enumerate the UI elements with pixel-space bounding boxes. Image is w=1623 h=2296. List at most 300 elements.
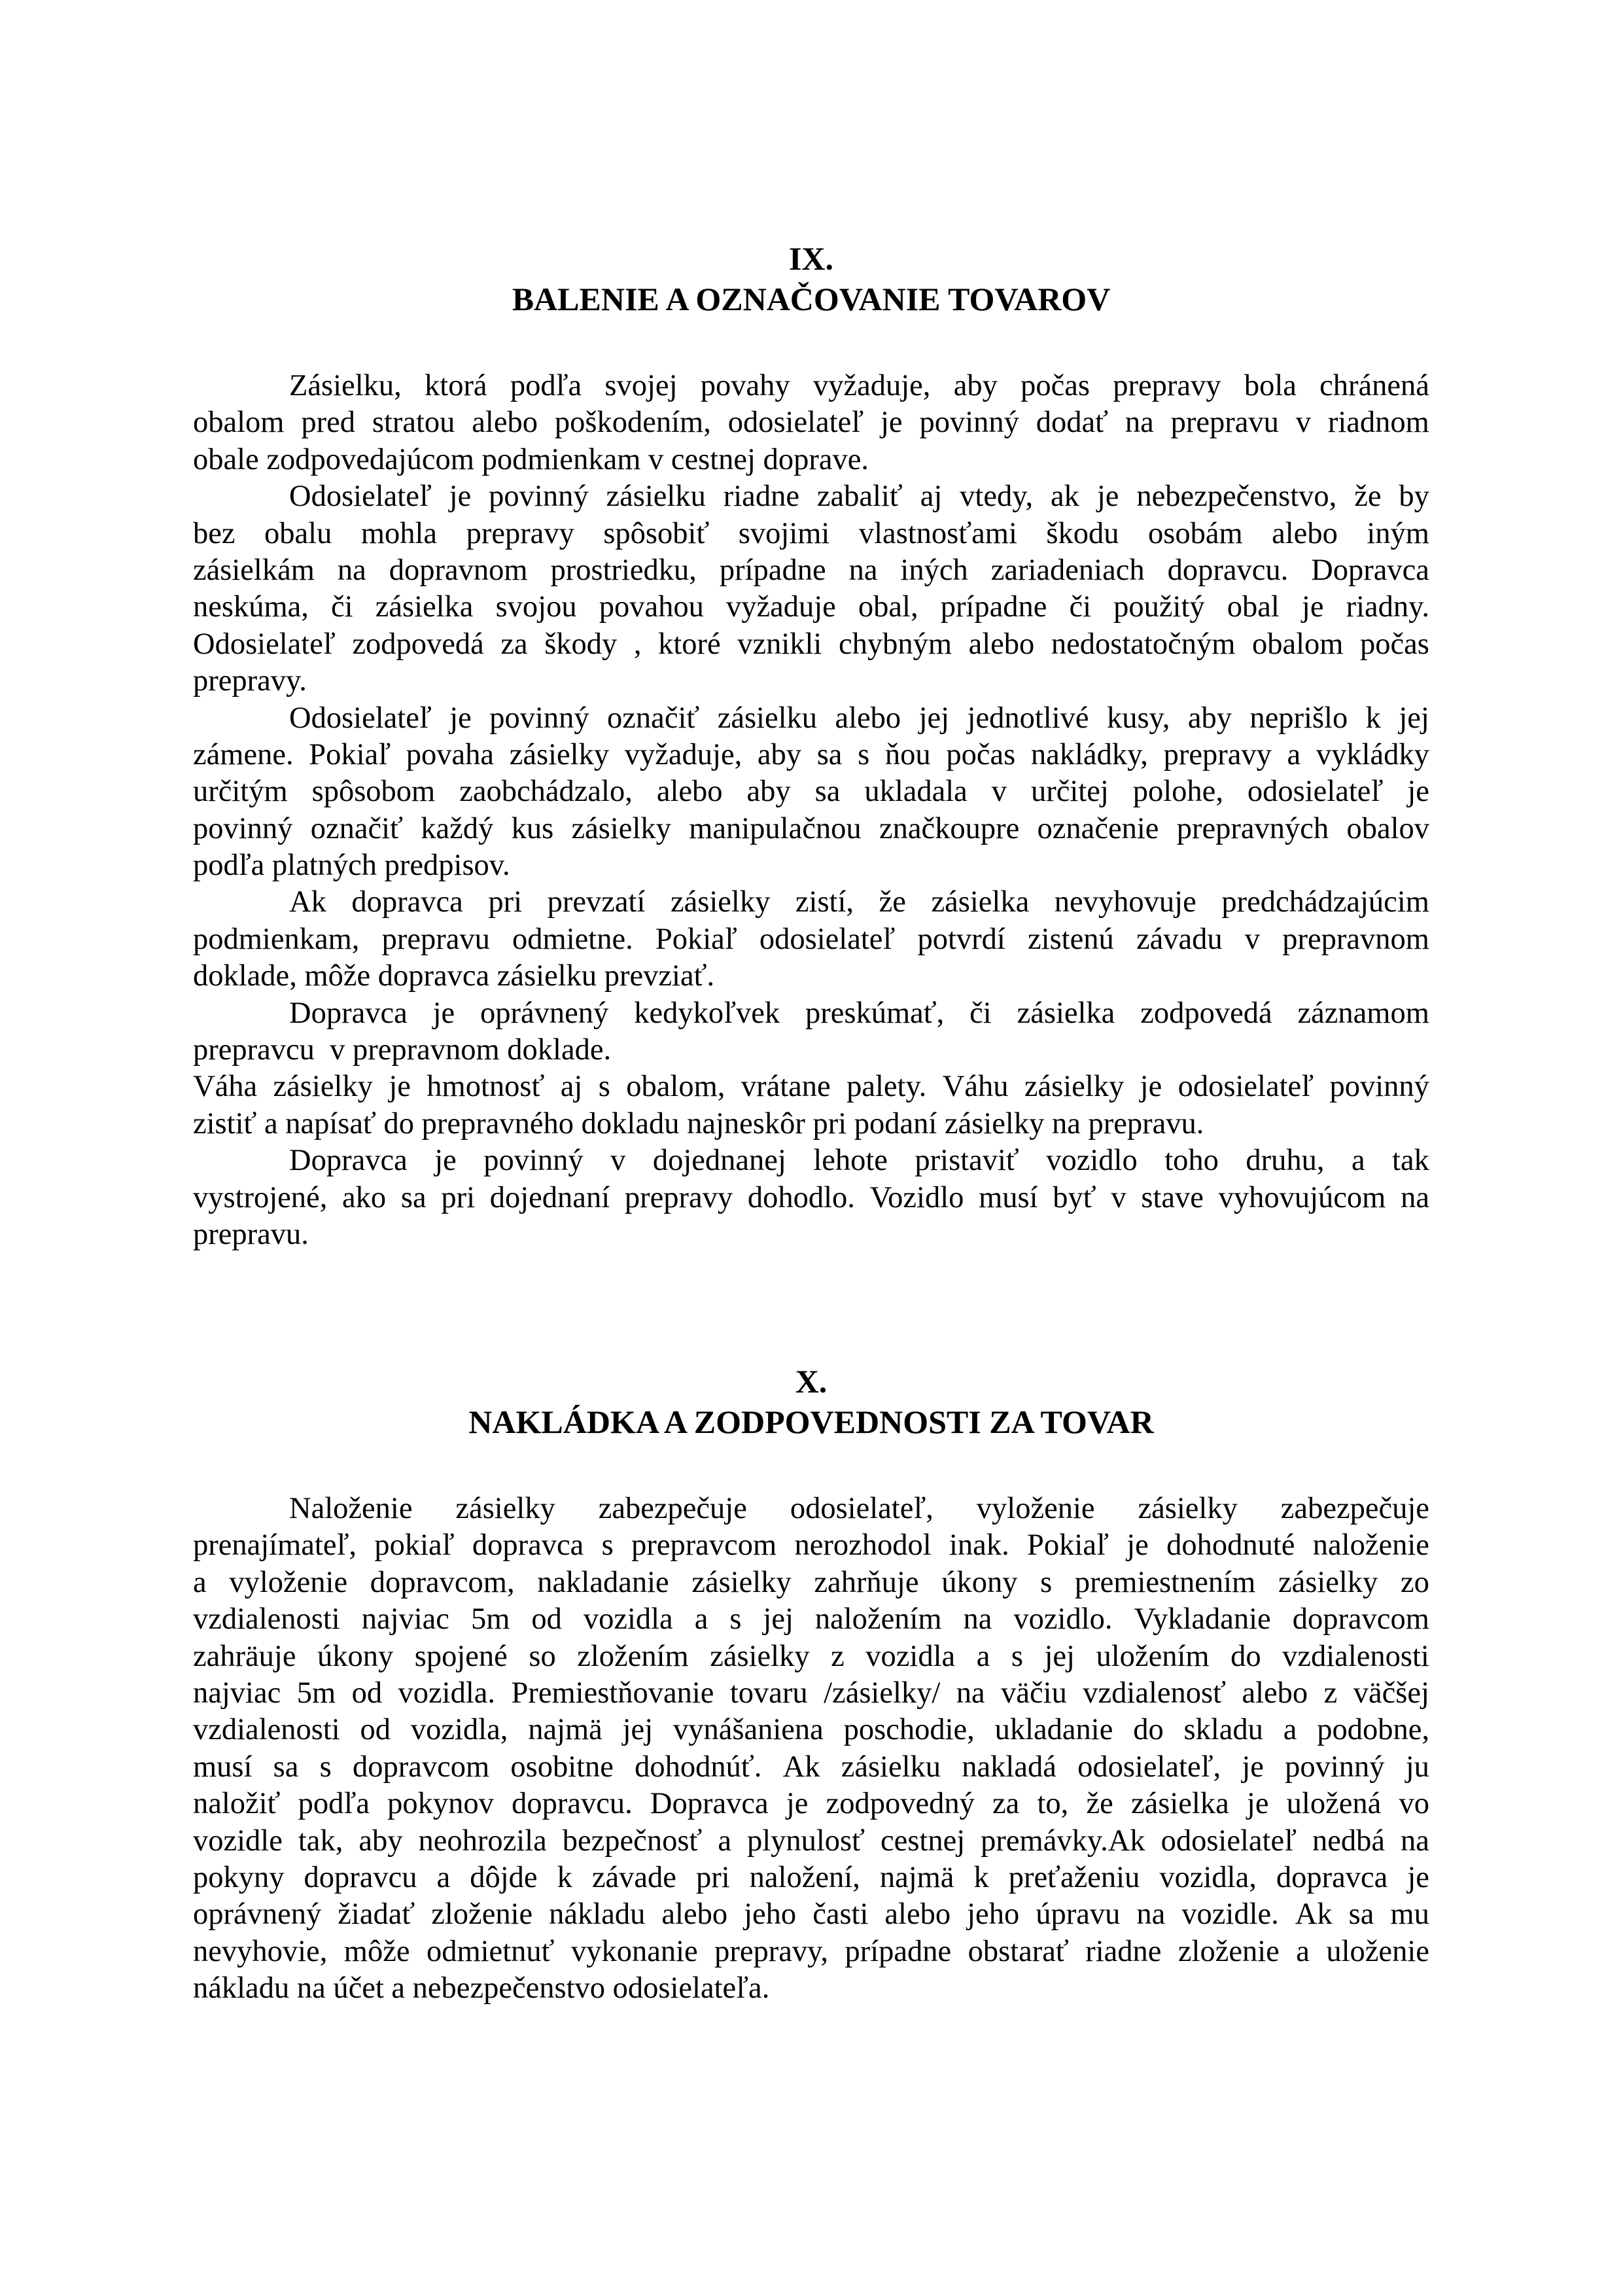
word: alebo: [472, 406, 538, 440]
word: zásielka: [375, 590, 474, 624]
word: vynášaniena: [672, 1713, 824, 1747]
text-line: [193, 1601, 1429, 1638]
word: sa: [273, 1750, 299, 1784]
text-line: [193, 626, 1429, 663]
word: prepravu: [381, 922, 490, 956]
word: Váha: [193, 1070, 258, 1104]
word: vyžaduje,: [624, 737, 742, 771]
word: či: [1069, 590, 1092, 624]
word: určitej: [1031, 775, 1109, 809]
word: vykonanie: [570, 1934, 698, 1968]
text-line: [193, 773, 1429, 810]
word: alebo: [968, 627, 1035, 661]
word: jej: [763, 1602, 794, 1636]
word: 5m: [470, 1602, 510, 1636]
word: preťaženiu: [1008, 1860, 1140, 1894]
word: je: [389, 1070, 411, 1104]
word: prepravy: [624, 1180, 733, 1214]
word: naložení,: [749, 1860, 860, 1894]
word: hmotnosť: [427, 1070, 545, 1104]
word: dopravcu.: [1167, 553, 1289, 587]
word: mohla: [360, 516, 438, 550]
word: polohe,: [1132, 775, 1223, 809]
word: vlastnosťami: [858, 516, 1017, 550]
word: je: [434, 1144, 457, 1178]
word: zodpovedný: [826, 1787, 975, 1821]
word: aj: [560, 1070, 583, 1104]
word: na: [337, 553, 366, 587]
word: manipulačnou: [689, 811, 862, 845]
word: jeho: [744, 1898, 797, 1932]
text-line: [193, 404, 1429, 441]
text-line: [193, 1712, 1429, 1748]
word: spôsobom: [311, 775, 436, 809]
word: úkony: [317, 1639, 394, 1673]
word: alebo: [1272, 516, 1338, 550]
word: dohodlo.: [747, 1180, 855, 1214]
word: vo: [1399, 1787, 1429, 1821]
word: zásielky: [1024, 1070, 1125, 1104]
word: zásielky: [509, 737, 610, 771]
word: s: [598, 1070, 610, 1104]
word: povinný: [1329, 1070, 1429, 1104]
word: ktoré: [658, 627, 721, 661]
word: nakládky,: [1030, 737, 1148, 771]
word: v: [991, 775, 1007, 809]
word: povaha: [406, 737, 495, 771]
word: neprišlo: [1249, 701, 1348, 735]
word: naloženie: [1312, 1528, 1429, 1563]
word: prepravy,: [714, 1934, 828, 1968]
word: aj: [920, 480, 943, 514]
word: to,: [1037, 1787, 1069, 1821]
word: značkoupre: [879, 811, 1020, 845]
word: zásielka: [1130, 1787, 1229, 1821]
word: riadne: [1085, 1934, 1162, 1968]
word: Odosielateľ: [193, 627, 336, 661]
word: je: [1242, 1750, 1264, 1784]
word: ak: [1051, 480, 1079, 514]
word: neskúma,: [193, 590, 309, 624]
word: závadu: [1136, 922, 1223, 956]
text-line: [193, 1638, 1429, 1675]
word: zásielky: [273, 1070, 373, 1104]
word: byť: [1053, 1180, 1096, 1214]
word: sa: [816, 737, 843, 771]
word: vozidla.: [398, 1676, 496, 1710]
word: ktorá: [425, 369, 487, 402]
word: Ak: [782, 1750, 820, 1784]
word: by: [1399, 480, 1429, 514]
paragraph: [193, 368, 1429, 478]
word: zariadeniach: [990, 553, 1145, 587]
word: alebo: [835, 701, 901, 735]
word: zodpovedá: [1140, 996, 1272, 1030]
word: počas: [946, 737, 1016, 771]
word: že: [879, 885, 906, 919]
word: osobitne: [510, 1750, 614, 1784]
word: predchádzajúcim: [1221, 885, 1429, 919]
word: zabaliť: [816, 480, 903, 514]
text-line: doklade, môže dopravca zásielku prevziať.: [193, 959, 715, 993]
word: z: [1323, 1676, 1338, 1710]
word: jej: [622, 1713, 654, 1747]
word: je: [449, 480, 472, 514]
word: väčiu: [1001, 1676, 1067, 1710]
word: odosielateľ: [1247, 775, 1384, 809]
word: prenajímateľ,: [193, 1528, 357, 1563]
word: že: [1354, 480, 1382, 514]
word: podľa: [298, 1787, 370, 1821]
word: dopravcom: [1292, 1602, 1429, 1636]
text-line: [193, 700, 1429, 737]
word: povinný: [489, 480, 589, 514]
word: zabezpečuje: [598, 1492, 747, 1525]
word: vozidla: [583, 1602, 673, 1636]
word: povinný: [193, 811, 293, 845]
word: jej: [1399, 701, 1429, 735]
word: vznikli: [737, 627, 822, 661]
word: zistí,: [795, 885, 854, 919]
word: Váhu: [942, 1070, 1009, 1104]
word: povinný: [489, 701, 589, 735]
paragraph: [193, 700, 1429, 885]
word: dopravcom: [352, 1750, 490, 1784]
text-line: [193, 589, 1429, 626]
word: zásielky: [1138, 1492, 1238, 1525]
word: označiť: [607, 701, 700, 735]
word: neohrozila: [418, 1824, 547, 1858]
word: najmä: [528, 1713, 602, 1747]
word: riadny.: [1346, 590, 1429, 624]
word: vystrojené,: [193, 1180, 328, 1214]
word: vozidlo.: [1013, 1602, 1113, 1636]
word: najviac: [193, 1676, 281, 1710]
text-line: [193, 1860, 1429, 1896]
word: prevzatí: [547, 885, 646, 919]
word: cestnej: [881, 1824, 966, 1858]
text-line: [193, 478, 1429, 515]
text-line: [193, 1934, 1429, 1970]
word: prepravy: [1163, 737, 1272, 771]
word: sa: [400, 1180, 427, 1214]
section-title: NAKLÁDKA A ZODPOVEDNOSTI ZA TOVAR: [468, 1404, 1154, 1440]
text-line: [193, 811, 1429, 847]
word: nevyhovuje: [1054, 885, 1196, 919]
word: záznamom: [1297, 996, 1429, 1030]
word: iným: [1367, 516, 1429, 550]
word: odosielateľ,: [1077, 1750, 1221, 1784]
word: je: [432, 996, 455, 1030]
section-x-body: [193, 1491, 1429, 2007]
word: Vozidlo: [869, 1180, 964, 1214]
word: bola: [1244, 369, 1297, 402]
word: dopravcom,: [370, 1565, 515, 1599]
text-line: [193, 1675, 1429, 1712]
word: ju: [1405, 1750, 1429, 1784]
word: obalom,: [626, 1070, 725, 1104]
word: zaobchádzalo,: [459, 775, 633, 809]
text-line: [193, 1069, 1429, 1105]
word: a: [694, 1602, 708, 1636]
paragraph: [193, 1142, 1429, 1253]
word: Odosielateľ: [289, 480, 432, 514]
word: lehote: [813, 1144, 888, 1178]
word: je: [1407, 1860, 1429, 1894]
word: prípadne: [940, 590, 1047, 624]
word: je: [1140, 1070, 1162, 1104]
word: svojej: [604, 369, 678, 402]
word: nedostatočným: [1051, 627, 1236, 661]
word: ukladanie: [994, 1713, 1113, 1747]
word: vyloženie: [976, 1492, 1095, 1525]
word: a: [1283, 1713, 1297, 1747]
word: vyžaduje: [725, 590, 836, 624]
word: zo: [1401, 1565, 1429, 1599]
word: vozidla: [865, 1639, 956, 1673]
word: s: [858, 737, 870, 771]
word: každý: [421, 811, 494, 845]
word: zahrňuje: [814, 1565, 919, 1599]
word: vozidla,: [1159, 1860, 1257, 1894]
word: dopravca: [472, 1528, 584, 1563]
word: kedykoľvek: [634, 996, 780, 1030]
word: Dopravca: [1311, 553, 1429, 587]
word: uloženie: [1326, 1934, 1429, 1968]
word: či: [969, 996, 992, 1030]
word: zabezpečuje: [1280, 1492, 1429, 1525]
word: za: [992, 1787, 1020, 1821]
word: zásielku: [606, 480, 706, 514]
word: sa: [814, 775, 841, 809]
paragraph: [193, 884, 1429, 995]
word: dopravca: [351, 885, 463, 919]
word: s: [601, 1528, 614, 1563]
word: tak: [1392, 1144, 1429, 1178]
word: svojimi: [738, 516, 830, 550]
word: na: [848, 553, 878, 587]
text-line: [193, 516, 1429, 552]
word: zásielky: [455, 1492, 555, 1525]
word: vyžaduje,: [812, 369, 931, 402]
word: a: [436, 1860, 451, 1894]
word: poškodením,: [554, 406, 711, 440]
word: osobám: [1147, 516, 1243, 550]
word: prepravnom: [1282, 922, 1429, 956]
word: zásielku: [717, 701, 818, 735]
word: od: [351, 1676, 383, 1710]
text-line: [193, 552, 1429, 589]
word: alebo: [884, 1898, 951, 1932]
word: a: [1351, 1144, 1365, 1178]
word: bez: [193, 516, 236, 550]
word: aby: [1187, 701, 1232, 735]
word: naložiť: [193, 1787, 281, 1821]
word: preskúmať,: [805, 996, 945, 1030]
word: a: [976, 1639, 990, 1673]
word: Zásielku,: [289, 369, 402, 402]
word: iných: [900, 553, 968, 587]
word: aby: [757, 737, 802, 771]
word: premiestnením: [1074, 1565, 1256, 1599]
word: je: [1407, 775, 1429, 809]
text-line: prepravy.: [193, 664, 307, 698]
section-heading: [193, 238, 1429, 319]
word: toho: [1164, 1144, 1219, 1178]
word: vyloženie: [229, 1565, 348, 1599]
word: aby: [358, 1824, 403, 1858]
word: označenie: [1037, 811, 1159, 845]
word: a: [1287, 737, 1301, 771]
word: vzdialenosti: [1282, 1639, 1429, 1673]
word: premávky.Ak: [981, 1824, 1145, 1858]
word: pred: [301, 406, 355, 440]
word: určitým: [193, 775, 288, 809]
text-line: podľa platných predpisov.: [193, 849, 510, 883]
word: oprávnený: [193, 1898, 322, 1932]
word: /zásielky/: [824, 1676, 941, 1710]
text-line: [193, 1896, 1429, 1933]
word: nakladanie: [537, 1565, 669, 1599]
word: na: [963, 1602, 992, 1636]
word: s: [1011, 1639, 1023, 1673]
word: nákladu: [549, 1898, 646, 1932]
word: obal: [1227, 590, 1280, 624]
word: zásielku: [841, 1750, 941, 1784]
text-line: obale zodpovedajúcom podmienkam v cestnej doprave.: [193, 442, 869, 476]
word: škodu: [1046, 516, 1119, 550]
word: s: [1040, 1565, 1053, 1599]
word: odosielateľ: [727, 406, 864, 440]
word: zásielky: [1278, 1565, 1378, 1599]
word: počas: [1021, 369, 1090, 402]
word: kus: [511, 811, 554, 845]
word: do: [1230, 1639, 1261, 1673]
word: riadnom: [1327, 406, 1429, 440]
word: povahou: [599, 590, 704, 624]
word: k: [973, 1860, 989, 1894]
word: prepravy: [466, 516, 574, 550]
word: povahy: [700, 369, 790, 402]
word: aby: [953, 369, 998, 402]
section-heading: [193, 1361, 1429, 1442]
word: k: [1365, 701, 1381, 735]
word: inak.: [949, 1528, 1009, 1563]
word: poschodie,: [843, 1713, 975, 1747]
word: v: [610, 1144, 626, 1178]
word: je: [1301, 590, 1324, 624]
word: žiadať: [338, 1898, 415, 1932]
text-line: [193, 995, 1429, 1032]
word: dôjde: [470, 1860, 538, 1894]
text-line: nákladu na účet a nebezpečenstvo odosielateľa.: [193, 1971, 770, 2005]
word: obalu: [264, 516, 332, 550]
word: zásielka: [931, 885, 1030, 919]
word: riadne: [723, 480, 799, 514]
word: zistenú: [1028, 922, 1114, 956]
word: obal,: [858, 590, 918, 624]
word: v: [1111, 1180, 1126, 1214]
word: je: [449, 701, 472, 735]
word: pri: [488, 885, 523, 919]
word: prepravu: [1170, 406, 1279, 440]
word: povinný: [1285, 1750, 1385, 1784]
word: je: [1126, 1528, 1149, 1563]
word: prostriedku,: [550, 553, 697, 587]
text-line: prepravcu v prepravnom doklade.: [193, 1033, 612, 1067]
word: ako: [342, 1180, 387, 1214]
word: obstarať: [968, 1934, 1069, 1968]
word: jej: [918, 701, 950, 735]
word: počas: [1360, 627, 1429, 661]
word: odosielateľ: [1178, 1070, 1314, 1104]
section-number: IX.: [788, 240, 834, 277]
word: do: [1133, 1713, 1164, 1747]
word: jej: [1044, 1639, 1075, 1673]
word: časti: [812, 1898, 869, 1932]
word: z: [831, 1639, 845, 1673]
word: alebo: [656, 775, 723, 809]
word: je: [1246, 1787, 1269, 1821]
word: prepravcom: [631, 1528, 777, 1563]
word: vozidlo: [1046, 1144, 1138, 1178]
word: musí: [193, 1750, 253, 1784]
word: naložením: [814, 1602, 942, 1636]
word: jednotlivé: [967, 701, 1089, 735]
word: pri: [441, 1180, 476, 1214]
word: stratou: [372, 406, 455, 440]
word: dodať: [1036, 406, 1108, 440]
word: chybným: [838, 627, 952, 661]
word: odosielateľ: [759, 922, 896, 956]
word: úkony: [941, 1565, 1018, 1599]
word: uložením: [1096, 1639, 1210, 1673]
word: dojednaní: [489, 1180, 610, 1214]
word: alebo: [661, 1898, 728, 1932]
word: zahräuje: [193, 1639, 296, 1673]
word: na: [1125, 406, 1154, 440]
word: chránená: [1319, 369, 1429, 402]
text-line: [193, 921, 1429, 958]
word: kusy,: [1106, 701, 1170, 735]
word: prepravných: [1176, 811, 1329, 845]
word: ,: [633, 627, 642, 661]
text-line: [193, 737, 1429, 773]
text-line: [193, 1180, 1429, 1216]
word: svojou: [495, 590, 577, 624]
word: vzdialenosť: [1083, 1676, 1227, 1710]
word: s: [319, 1750, 332, 1784]
section-number: X.: [795, 1363, 828, 1400]
text-line: [193, 884, 1429, 921]
word: od: [360, 1713, 391, 1747]
word: vozidla,: [410, 1713, 508, 1747]
word: stave: [1141, 1180, 1204, 1214]
word: a: [718, 1824, 731, 1858]
word: či: [331, 590, 353, 624]
word: dopravnom: [389, 553, 528, 587]
section-x: [193, 1361, 1429, 1442]
word: zásielky: [571, 811, 671, 845]
word: Premiestňovanie: [511, 1676, 714, 1710]
word: dohodnúť.: [635, 1750, 762, 1784]
word: vyhovujúcom: [1218, 1180, 1386, 1214]
word: druhu,: [1246, 1144, 1325, 1178]
word: Naloženie: [289, 1492, 413, 1525]
word: na: [1401, 1824, 1429, 1858]
word: palety.: [846, 1070, 927, 1104]
text-line: [193, 368, 1429, 404]
